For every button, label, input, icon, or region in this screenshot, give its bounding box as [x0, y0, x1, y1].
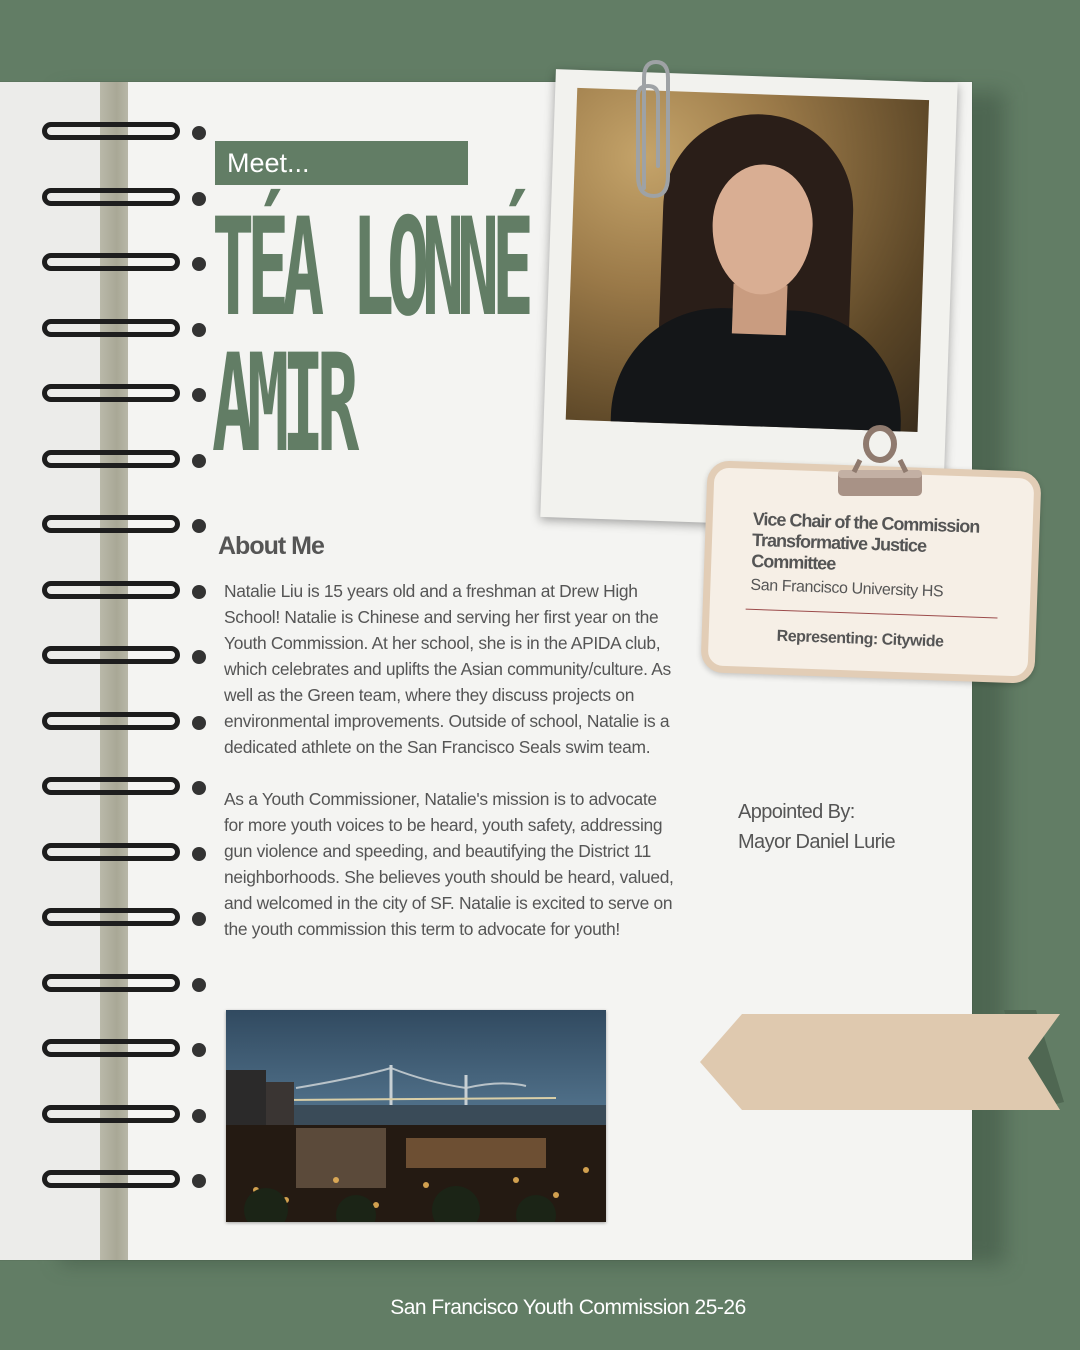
spiral-ring: [42, 446, 182, 476]
spiral-ring: [42, 118, 182, 148]
spiral-ring: [42, 315, 182, 345]
about-paragraph-2: As a Youth Commissioner, Natalie's mission is to advocate for more youth voices to be heard, youth safety, addressing gun violence and speeding, and beautifying the District 11 neighborhoods. She believes youth should be heard, valued, and welcomed in the city of SF. Natalie is excited to serve on the youth commission this term to advocate for youth!: [224, 789, 674, 939]
appointed-by: [738, 797, 895, 857]
card-divider: [746, 609, 998, 619]
spiral-ring: [42, 773, 182, 803]
about-title: About Me: [218, 532, 324, 560]
spiral-ring: [42, 708, 182, 738]
spiral-ring: [42, 1035, 182, 1065]
spiral-ring: [42, 839, 182, 869]
spiral-ring: [42, 184, 182, 214]
representing-label: Representing: Citywide: [776, 627, 944, 651]
paperclip-icon: [630, 56, 676, 202]
about-paragraph-1: Natalie Liu is 15 years old and a freshman at Drew High School! Natalie is Chinese and serving her first year on the Youth Commission. At her school, she is in the APIDA club, which celebrates and uplifts the Asian community/culture. As well as the Green team, where they discuss projects on environmental improvements. Outside of school, Natalie is a dedicated athlete on the San Francisco Seals swim team.: [224, 581, 671, 757]
ribbon-banner: [698, 1010, 1068, 1114]
commissioner-name: [212, 189, 527, 482]
about-text: [224, 578, 676, 968]
city-skyline-photo: [226, 1010, 606, 1222]
school-name: San Francisco University HS: [750, 576, 944, 601]
spiral-ring: [42, 904, 182, 934]
spiral-ring: [42, 642, 182, 672]
spiral-ring: [42, 511, 182, 541]
name-line-1: TÉA LONNÉ: [212, 189, 527, 346]
meet-label: Meet...: [215, 141, 468, 185]
spiral-ring: [42, 380, 182, 410]
appointed-label: Appointed By:: [738, 801, 855, 823]
footer-text: San Francisco Youth Commission 25-26: [390, 1296, 746, 1319]
appointed-name: Mayor Daniel Lurie: [738, 831, 896, 853]
spiral-ring: [42, 577, 182, 607]
binder-clip-icon: [834, 424, 926, 500]
spiral-ring: [42, 1101, 182, 1131]
role-title: Vice Chair of the Commission Transformative Justice Committee: [750, 508, 980, 574]
spiral-ring: [42, 1166, 182, 1196]
spiral-ring: [42, 249, 182, 279]
spiral-ring: [42, 970, 182, 1000]
name-line-2: AMIR: [212, 325, 352, 482]
portrait-photo: [566, 88, 929, 432]
